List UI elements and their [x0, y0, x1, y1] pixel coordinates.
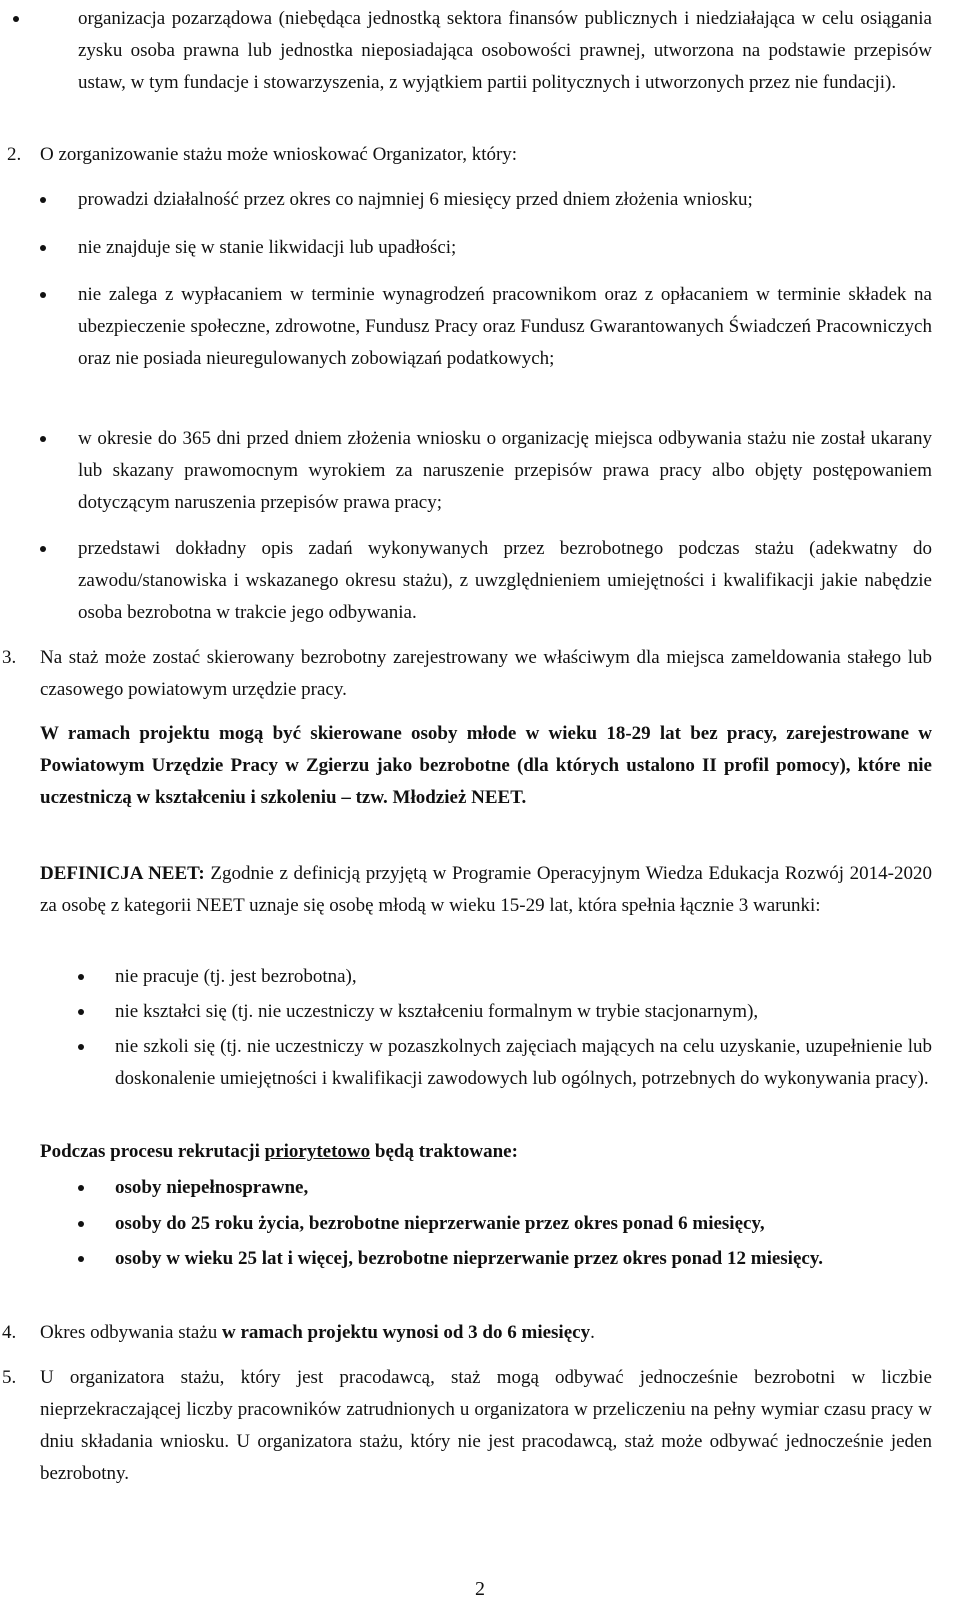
bullet: [40, 436, 46, 442]
bullet: [40, 546, 46, 552]
bullet: [78, 1044, 84, 1050]
bullet: [40, 197, 46, 203]
priority-item: osoby do 25 roku życia, bezrobotne nieprzerwanie przez okres ponad 6 miesięcy,: [115, 1213, 765, 1234]
bullet: [40, 245, 46, 251]
neet-text: Zgodnie z definicją przyjętą w Programie Operacyjnym Wiedza Edukacja Rozwój 2014-2020 za osobę z kategorii NEET uznaje się osobę młodą w wieku 15-29 lat, która spełnia łącznie 3 warunki:: [40, 863, 932, 916]
section-4-text-bold: w ramach projektu wynosi od 3 do 6 miesięcy: [222, 1322, 591, 1343]
bullet: [78, 974, 84, 980]
section-4-number: 4.: [2, 1322, 17, 1343]
bullet: [78, 1185, 84, 1191]
section-2-item: w okresie do 365 dni przed dniem złożenia wniosku o organizację miejsca odbywania stażu nie został ukarany lub skazany prawomocnym wyrokiem za naruszenie przepisów prawa pracy albo objęty postępowaniem dotyczącym naruszenia przepisów prawa pracy;: [78, 428, 932, 513]
bullet: [40, 292, 46, 298]
neet-label: DEFINICJA NEET:: [40, 863, 205, 884]
priority-before: Podczas procesu rekrutacji: [40, 1141, 265, 1162]
neet-item: nie szkoli się (tj. nie uczestniczy w pozaszkolnych zajęciach mających na celu uzyskanie, uzupełnienie lub doskonalenie umiejętności i kwalifikacji zawodowych lub ogólnych, potrzebnych do wykonywania pracy).: [115, 1036, 932, 1089]
neet-item: nie pracuje (tj. jest bezrobotna),: [115, 966, 357, 987]
bullet: [78, 1221, 84, 1227]
section-5-number: 5.: [2, 1367, 17, 1388]
section-3-number: 3.: [2, 647, 17, 668]
bullet: [13, 16, 19, 22]
section-5-text: U organizatora stażu, który jest pracodawcą, staż mogą odbywać jednocześnie bezrobotni w liczbie nieprzekraczającej liczby pracowników zatrudnionych u organizatora w przeliczeniu na pełny wymiar czasu pracy w dniu składania wniosku. U organizatora stażu, który nie jest pracodawcą, staż może odbywać jednocześnie jeden bezrobotny.: [40, 1367, 932, 1484]
bullet: [78, 1009, 84, 1015]
priority-heading: [40, 1136, 932, 1168]
section-3-text: Na staż może zostać skierowany bezrobotny zarejestrowany we właściwym dla miejsca zameldowania stałego lub czasowego powiatowym urzędzie pracy.: [40, 647, 932, 700]
section-4-text-end: .: [590, 1322, 595, 1343]
section-2-item: nie zalega z wypłacaniem w terminie wynagrodzeń pracownikom oraz z opłacaniem w terminie składek na ubezpieczenie społeczne, zdrowotne, Fundusz Pracy oraz Fundusz Gwarantowanych Świadczeń Pracowniczych oraz nie posiada nieuregulowanych zobowiązań podatkowych;: [78, 284, 932, 369]
priority-item: osoby niepełnosprawne,: [115, 1177, 309, 1198]
section-2-item: przedstawi dokładny opis zadań wykonywanych przez bezrobotnego podczas stażu (adekwatny do zawodu/stanowiska i wskazanego okresu stażu), z uwzględnieniem umiejętności i kwalifikacji jakie nabędzie osoba bezrobotna w trakcie jego odbywania.: [78, 538, 932, 623]
neet-definition: [40, 858, 932, 922]
section-2-item: nie znajduje się w stanie likwidacji lub upadłości;: [78, 237, 457, 258]
project-paragraph: W ramach projektu mogą być skierowane osoby młode w wieku 18-29 lat bez pracy, zarejestrowane w Powiatowym Urzędzie Pracy w Zgierzu jako bezrobotne (dla których ustalono II profil pomocy), które nie uczestniczą w kształceniu i szkoleniu – tzw. Młodzież NEET.: [40, 723, 932, 808]
section-2-item: prowadzi działalność przez okres co najmniej 6 miesięcy przed dniem złożenia wniosku;: [78, 189, 753, 210]
section-2-title: O zorganizowanie stażu może wnioskować Organizator, który:: [40, 144, 518, 165]
priority-after: będą traktowane:: [370, 1141, 518, 1162]
priority-item: osoby w wieku 25 lat i więcej, bezrobotne nieprzerwanie przez okres ponad 12 miesięcy.: [115, 1248, 824, 1269]
page-number: 2: [475, 1578, 485, 1600]
section-4-text: [40, 1317, 932, 1349]
bullet: [78, 1256, 84, 1262]
intro-item: organizacja pozarządowa (niebędąca jednostką sektora finansów publicznych i niedziałająca w celu osiągania zysku osoba prawna lub jednostka nieposiadająca osobowości prawnej, utworzona na podstawie przepisów ustaw, w tym fundacje i stowarzyszenia, z wyjątkiem partii politycznych i utworzonych przez nie fundacji).: [78, 8, 932, 93]
section-4-text-normal: Okres odbywania stażu: [40, 1322, 223, 1343]
section-2-number: 2.: [7, 144, 22, 165]
priority-underlined: priorytetowo: [264, 1141, 371, 1162]
neet-item: nie kształci się (tj. nie uczestniczy w kształceniu formalnym w trybie stacjonarnym),: [115, 1001, 759, 1022]
